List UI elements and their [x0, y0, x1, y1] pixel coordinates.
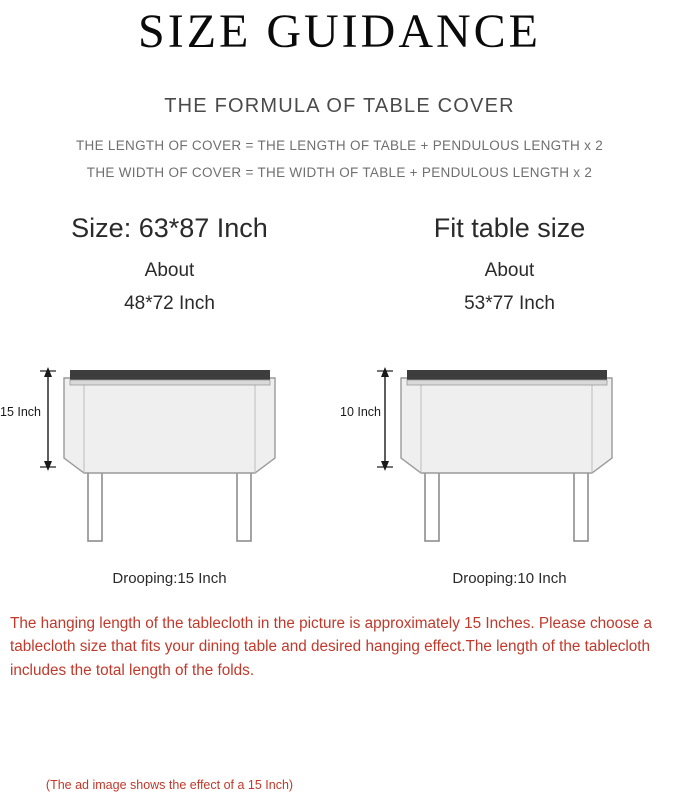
panel-about-label: About: [144, 260, 195, 281]
panel-title: Size: 63*87 Inch: [71, 213, 268, 243]
panel-dimensions: 53*77 Inch: [464, 293, 555, 314]
panel-title: Fit table size: [433, 213, 586, 243]
page-title: SIZE GUIDANCE: [138, 5, 541, 58]
formula-length-line: THE LENGTH OF COVER = THE LENGTH OF TABLE + PENDULOUS LENGTH x 2: [75, 138, 604, 153]
drooping-label: Drooping:10 Inch: [452, 570, 567, 587]
drop-axis-label: 15 Inch: [0, 405, 42, 419]
formula-width-line: THE WIDTH OF COVER = THE WIDTH OF TABLE + PENDULOUS LENGTH x 2: [86, 165, 593, 180]
table-diagram-right: [340, 345, 679, 545]
drooping-label: Drooping:15 Inch: [112, 570, 227, 587]
panel-dimensions: 48*72 Inch: [124, 293, 215, 314]
panel-fit-table-size: [340, 205, 679, 595]
ad-image-note: (The ad image shows the effect of a 15 Inch): [45, 778, 294, 792]
drop-axis-label: 10 Inch: [340, 405, 382, 419]
panel-about-label: About: [484, 260, 535, 281]
table-diagram-left: [0, 345, 339, 545]
formula-heading: THE FORMULA OF TABLE COVER: [164, 95, 515, 117]
bottom-note: The hanging length of the tablecloth in the picture is approximately 15 Inches. Please choose a tablecloth size that fits your dining table and desired hanging effect.The length of the tablecloth includes the total length of the folds.: [10, 615, 653, 679]
